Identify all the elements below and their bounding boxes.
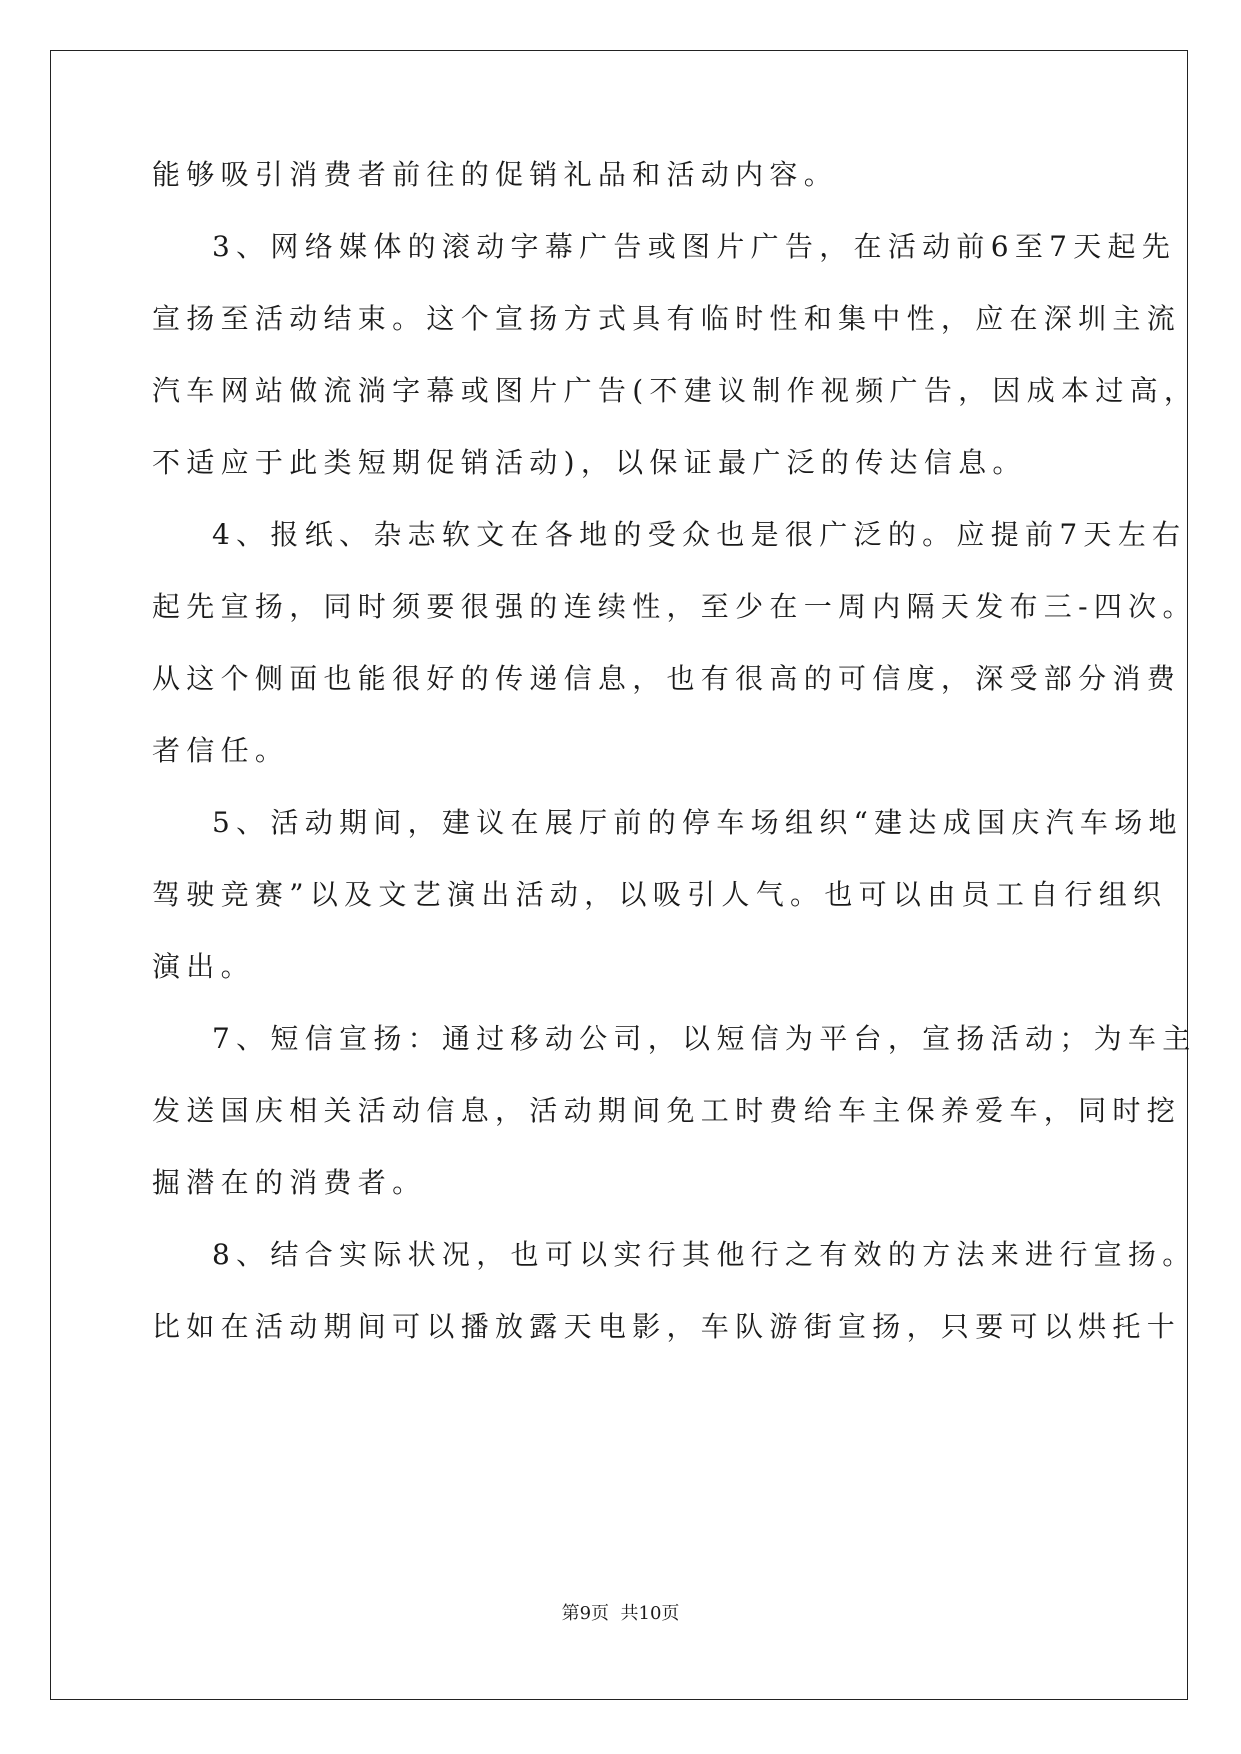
text-line: 者信任。 [152, 734, 290, 767]
text-line: 5、活动期间，建议在展厅前的停车场组织“建达成国庆汽车场地 [212, 806, 1183, 839]
text-line: 3、网络媒体的滚动字幕广告或图片广告，在活动前6至7天起先 [212, 230, 1177, 263]
text-line: 7、短信宣扬：通过移动公司，以短信为平台，宣扬活动；为车主 [212, 1022, 1197, 1055]
page-border [50, 50, 1188, 1700]
text-line: 4、报纸、杂志软文在各地的受众也是很广泛的。应提前7天左右 [212, 518, 1187, 551]
text-line: 8、结合实际状况，也可以实行其他行之有效的方法来进行宣扬。 [212, 1238, 1197, 1271]
text-line: 掘潜在的消费者。 [152, 1166, 427, 1199]
text-line: 比如在活动期间可以播放露天电影，车队游街宣扬，只要可以烘托十 [152, 1310, 1182, 1343]
text-line: 汽车网站做流淌字幕或图片广告(不建议制作视频广告，因成本过高， [152, 374, 1199, 407]
text-line: 起先宣扬，同时须要很强的连续性，至少在一周内隔天发布三-四次。 [152, 590, 1197, 623]
text-line: 宣扬至活动结束。这个宣扬方式具有临时性和集中性，应在深圳主流 [152, 302, 1182, 335]
text-line: 不适应于此类短期促销活动)，以保证最广泛的传达信息。 [152, 446, 1027, 479]
text-line: 从这个侧面也能很好的传递信息，也有很高的可信度，深受部分消费 [152, 662, 1182, 695]
text-line: 驾驶竞赛”以及文艺演出活动，以吸引人气。也可以由员工自行组织 [152, 878, 1168, 911]
text-line: 能够吸引消费者前往的促销礼品和活动内容。 [152, 158, 839, 191]
page-number: 第9页 共10页 [561, 1603, 680, 1624]
text-line: 发送国庆相关活动信息，活动期间免工时费给车主保养爱车，同时挖 [152, 1094, 1182, 1127]
text-line: 演出。 [152, 950, 255, 983]
